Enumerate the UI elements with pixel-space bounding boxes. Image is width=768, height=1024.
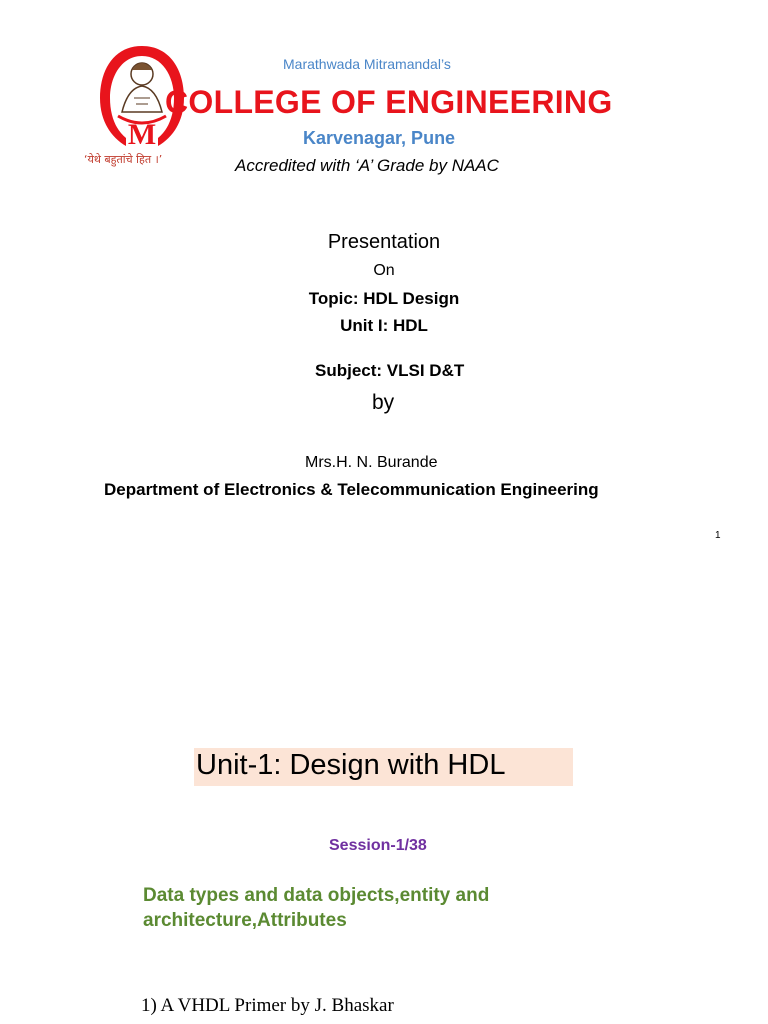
institution-name: Marathwada Mitramandal’s	[283, 56, 451, 72]
author-name: Mrs.H. N. Burande	[305, 454, 438, 471]
unit-heading-box	[194, 748, 573, 786]
college-title: COLLEGE OF ENGINEERING	[165, 84, 613, 120]
on-label: On	[373, 262, 395, 279]
presentation-label: Presentation	[327, 231, 441, 253]
session-label: Session-1/38	[329, 837, 427, 854]
subject-line: Subject: VLSI D&T	[315, 361, 465, 380]
topic-line: Topic: HDL Design	[308, 289, 460, 308]
page-number: 1	[715, 530, 721, 541]
svg-text:M: M	[127, 118, 157, 151]
department-name: Department of Electronics & Telecommunication Engineering	[104, 480, 599, 499]
session-description: Data types and data objects,entity and architecture,Attributes	[143, 885, 490, 931]
college-location: Karvenagar, Pune	[303, 128, 456, 148]
logo-motto: ‘येथे बहुतांचे हित ।’	[84, 153, 163, 166]
unit-heading: Unit-1: Design with HDL	[196, 749, 506, 781]
accreditation-text: Accredited with ‘A’ Grade by NAAC	[235, 156, 499, 175]
reference-item: 1) A VHDL Primer by J. Bhaskar	[141, 995, 394, 1016]
by-label: by	[372, 391, 395, 414]
unit-line: Unit I: HDL	[340, 316, 428, 335]
